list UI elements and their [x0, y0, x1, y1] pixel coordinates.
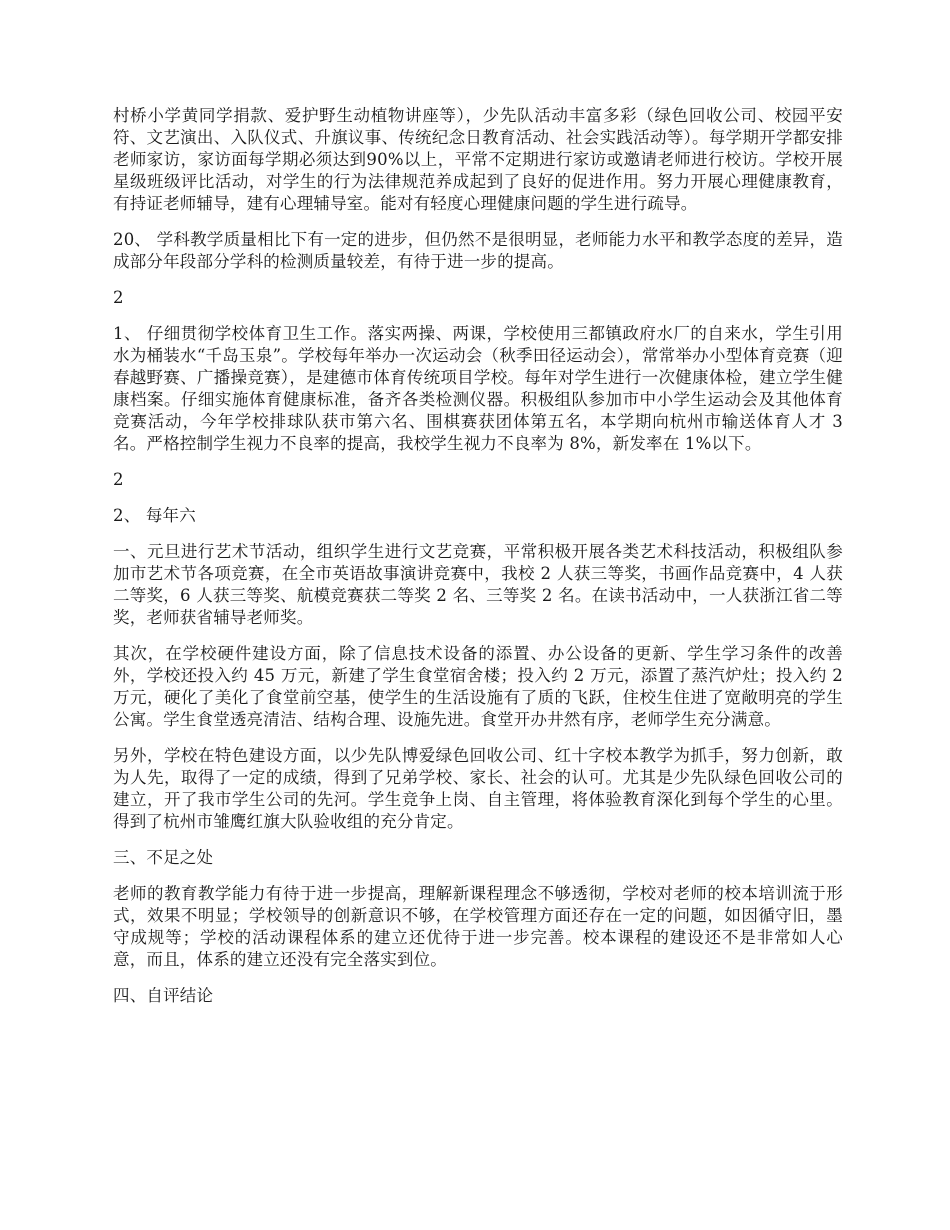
paragraph-number: 2 — [113, 288, 124, 307]
paragraph-arts-festival: 一、元旦进行艺术节活动，组织学生进行文艺竞赛，平常积极开展各类艺术科技活动，积极组队参加市艺术节各项竞赛，在全市英语故事演讲竞赛中，我校 2 人获三等奖，书画作品竞赛中，4 人获二等奖，6 人获三等奖、航模竞赛获二等奖 2 名、三等奖 2 名。在读书活动中，一人获浙江省二等奖，老师获省辅导老师奖。 — [113, 542, 843, 627]
paragraph-number: 2 — [113, 470, 124, 489]
paragraph-sports-health: 1、 仔细贯彻学校体育卫生工作。落实两操、两课，学校使用三都镇政府水厂的自来水，学生引用水为桶装水“千岛玉泉”。学校每年举办一次运动会（秋季田径运动会），常常举办小型体育竞赛（迎春越野赛、广播操竞赛），是建德市体育传统项目学校。每年对学生进行一次健康体检，建立学生健康档案。仔细实施体育健康标准，备齐各类检测仪器。积极组队参加市中小学生运动会及其他体育竞赛活动，今年学校排球队获市第六名、围棋赛获团体第五名，本学期向杭州市输送体育人才 3 名。严格控制学生视力不良率的提高，我校学生视力不良率为 8%，新发率在 1%以下。 — [113, 324, 843, 453]
paragraph-moral-education: 村桥小学黄同学捐款、爱护野生动植物讲座等），少先队活动丰富多彩（绿色回收公司、校园平安符、文艺演出、入队仪式、升旗议事、传统纪念日教育活动、社会实践活动等）。每学期开学都安排老师家访，家访面每学期必须达到90%以上，平常不定期进行家访或邀请老师进行校访。学校开展星级班级评比活动，对学生的行为法律规范养成起到了良好的促进作用。努力开展心理健康教育，有持证老师辅导，建有心理辅导室。能对有轻度心理健康问题的学生进行疏导。 — [113, 106, 843, 213]
paragraph-features: 另外，学校在特色建设方面，以少先队博爱绿色回收公司、红十字校本教学为抓手，努力创新，敢为人先，取得了一定的成绩，得到了兄弟学校、家长、社会的认可。尤其是少先队绿色回收公司的建立，开了我市学生公司的先河。学生竞争上岗、自主管理，将体验教育深化到每个学生的心里。得到了杭州市雏鹰红旗大队验收组的充分肯定。 — [113, 746, 843, 831]
section-heading-shortcomings: 三、不足之处 — [113, 848, 214, 867]
document-page — [113, 105, 843, 1021]
paragraph-shortcomings: 老师的教育教学能力有待于进一步提高，理解新课程理念不够透彻，学校对老师的校本培训流于形式，效果不明显；学校领导的创新意识不够，在学校管理方面还存在一定的问题，如因循守旧，墨守成规等；学校的活动课程体系的建立还优待于进一步完善。校本课程的建设还不是非常如人心意，而且，体系的建立还没有完全落实到位。 — [113, 884, 843, 969]
paragraph-hardware: 其次，在学校硬件建设方面，除了信息技术设备的添置、办公设备的更新、学生学习条件的改善外，学校还投入约 45 万元，新建了学生食堂宿舍楼；投入约 2 万元，添置了蒸汽炉灶；投入约 2 万元，硬化了美化了食堂前空基，使学生的生活设施有了质的飞跃，住校生住进了宽敞明亮的学生公寓。学生食堂透亮清洁、结构合理、设施先进。食堂开办井然有序，老师学生充分满意。 — [113, 644, 843, 729]
paragraph-teaching-quality: 20、 学科教学质量相比下有一定的进步，但仍然不是很明显，老师能力水平和教学态度的差异，造成部分年段部分学科的检测质量较差，有待于进一步的提高。 — [113, 230, 843, 271]
section-heading-conclusion: 四、自评结论 — [113, 986, 214, 1005]
paragraph-item-heading: 2、 每年六 — [113, 506, 196, 525]
